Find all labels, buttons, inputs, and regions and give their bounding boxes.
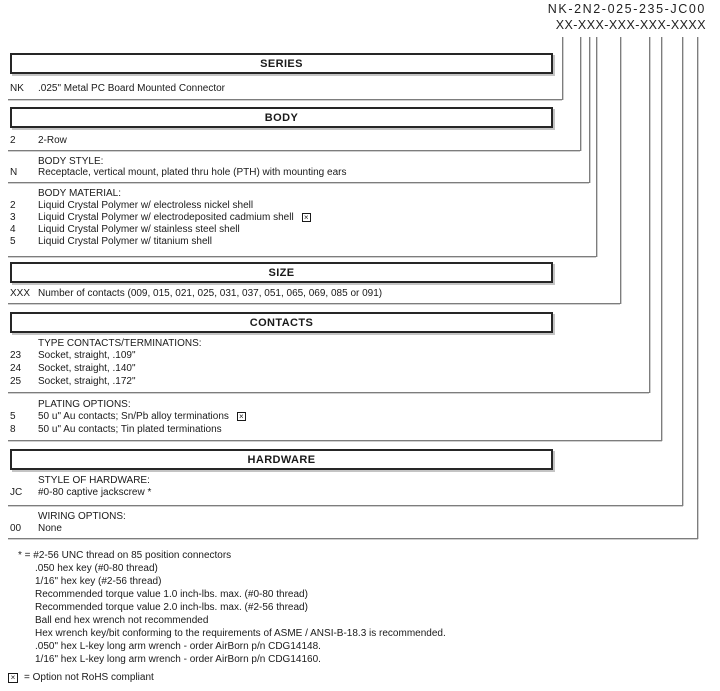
plating-row xyxy=(10,424,222,435)
option-desc: None xyxy=(38,523,62,534)
contact-type-header: TYPE CONTACTS/TERMINATIONS: xyxy=(38,338,202,349)
footnote-line: Recommended torque value 2.0 inch-lbs. max. (#2-56 thread) xyxy=(35,602,308,613)
contact-type-row xyxy=(10,350,136,361)
hardware-style-row xyxy=(10,487,151,498)
contact-type-row xyxy=(10,376,136,387)
not-rohs-icon: × xyxy=(302,213,311,222)
not-rohs-icon: × xyxy=(8,673,18,683)
section-divider-body-material xyxy=(8,256,596,257)
section-divider-size xyxy=(8,303,620,304)
option-code: 4 xyxy=(10,224,16,235)
series-title: SERIES xyxy=(260,57,303,70)
body-material-row xyxy=(10,224,240,235)
connector-line-body-rows xyxy=(580,37,581,151)
series-box xyxy=(10,53,553,74)
size-desc: Number of contacts (009, 015, 021, 025, 031, 037, 051, 065, 069, 085 or 091) xyxy=(38,288,383,299)
section-divider-body-style xyxy=(8,182,589,183)
plating-header: PLATING OPTIONS: xyxy=(38,399,131,410)
option-code: 2 xyxy=(10,200,16,211)
body-material-row xyxy=(10,212,311,223)
body-title: BODY xyxy=(264,111,299,124)
option-desc: Liquid Crystal Polymer w/ electrodeposited cadmium shell xyxy=(38,212,294,223)
option-code: 8 xyxy=(10,424,16,435)
contacts-title: CONTACTS xyxy=(249,316,314,329)
option-desc: Socket, straight, .109" xyxy=(38,350,136,361)
series-row xyxy=(10,83,225,94)
option-code: JC xyxy=(10,487,23,498)
section-divider-hardware-style xyxy=(8,505,683,506)
connector-line-body-material xyxy=(596,37,597,257)
hardware-style-header: STYLE OF HARDWARE: xyxy=(38,475,150,486)
body-style-code: N xyxy=(10,167,18,178)
part-number-mask: XX-XXX-XXX-XXX-XXXX xyxy=(555,18,706,32)
contact-type-row xyxy=(10,363,136,374)
body-style-row xyxy=(10,167,346,178)
section-divider-wiring xyxy=(8,538,698,539)
option-code: 24 xyxy=(10,363,22,374)
body-style-desc: Receptacle, vertical mount, plated thru hole (PTH) with mounting ears xyxy=(38,167,347,178)
connector-line-hardware-style xyxy=(682,37,683,506)
connector-line-plating xyxy=(661,37,662,441)
size-code: XXX xyxy=(10,288,31,299)
wiring-row xyxy=(10,523,62,534)
footnote-lead: * = #2-56 UNC thread on 85 position connectors xyxy=(18,550,232,561)
body-box xyxy=(10,107,553,128)
body-material-row xyxy=(10,236,212,247)
size-box xyxy=(10,262,553,283)
footnote-line: Ball end hex wrench not recommended xyxy=(35,615,209,626)
option-code: 23 xyxy=(10,350,22,361)
section-divider-contact-type xyxy=(8,392,649,393)
option-desc: Liquid Crystal Polymer w/ electroless nickel shell xyxy=(38,200,254,211)
body-material-header: BODY MATERIAL: xyxy=(38,188,121,199)
option-desc: #0-80 captive jackscrew * xyxy=(38,487,152,498)
option-code: 5 xyxy=(10,411,16,422)
part-number-example: NK-2N2-025-235-JC00 xyxy=(547,2,706,16)
option-desc: Socket, straight, .140" xyxy=(38,363,136,374)
body-desc: 2-Row xyxy=(38,135,67,146)
footnotes xyxy=(18,549,446,666)
body-code: 2 xyxy=(10,135,16,146)
footnote-line: .050" hex L-key long arm wrench - order AirBorn p/n CDG14148. xyxy=(35,641,321,652)
connector-line-size xyxy=(620,37,621,304)
hardware-box xyxy=(10,449,553,470)
option-desc: Socket, straight, .172" xyxy=(38,376,136,387)
connector-line-wiring xyxy=(697,37,698,539)
hardware-title: HARDWARE xyxy=(247,453,316,466)
option-desc: Liquid Crystal Polymer w/ titanium shell xyxy=(38,236,212,247)
option-desc: 50 u" Au contacts; Sn/Pb alloy terminations xyxy=(38,411,229,422)
connector-line-series xyxy=(562,37,563,100)
option-code: 00 xyxy=(10,523,22,534)
option-code: 3 xyxy=(10,212,16,223)
not-rohs-icon: × xyxy=(237,412,246,421)
size-title: SIZE xyxy=(268,266,295,279)
section-divider-series xyxy=(8,99,562,100)
size-row xyxy=(10,288,382,299)
option-code: 5 xyxy=(10,236,16,247)
footnote-line: Recommended torque value 1.0 inch-lbs. max. (#0-80 thread) xyxy=(35,589,308,600)
series-desc: .025" Metal PC Board Mounted Connector xyxy=(38,83,225,94)
plating-row xyxy=(10,411,246,422)
series-code: NK xyxy=(10,83,24,94)
connector-line-body-style xyxy=(589,37,590,183)
option-desc: Liquid Crystal Polymer w/ stainless steel shell xyxy=(38,224,240,235)
footnote-line: .050 hex key (#0-80 thread) xyxy=(35,563,158,574)
contacts-box xyxy=(10,312,553,333)
option-code: 25 xyxy=(10,376,22,387)
body-style-header: BODY STYLE: xyxy=(38,156,104,167)
footnote-line: 1/16" hex key (#2-56 thread) xyxy=(35,576,162,587)
rohs-legend xyxy=(8,672,154,683)
footnote-line: Hex wrench key/bit conforming to the requirements of ASME / ANSI-B-18.3 is recommended. xyxy=(35,628,446,639)
section-divider-body xyxy=(8,150,580,151)
footnote-line: 1/16" hex L-key long arm wrench - order AirBorn p/n CDG14160. xyxy=(35,654,321,665)
rohs-legend-text: = Option not RoHS compliant xyxy=(24,672,154,683)
body-material-row xyxy=(10,200,253,211)
connector-line-contact-type xyxy=(649,37,650,393)
wiring-header: WIRING OPTIONS: xyxy=(38,511,126,522)
section-divider-plating xyxy=(8,440,662,441)
option-desc: 50 u" Au contacts; Tin plated terminations xyxy=(38,424,222,435)
body-row xyxy=(10,135,67,146)
